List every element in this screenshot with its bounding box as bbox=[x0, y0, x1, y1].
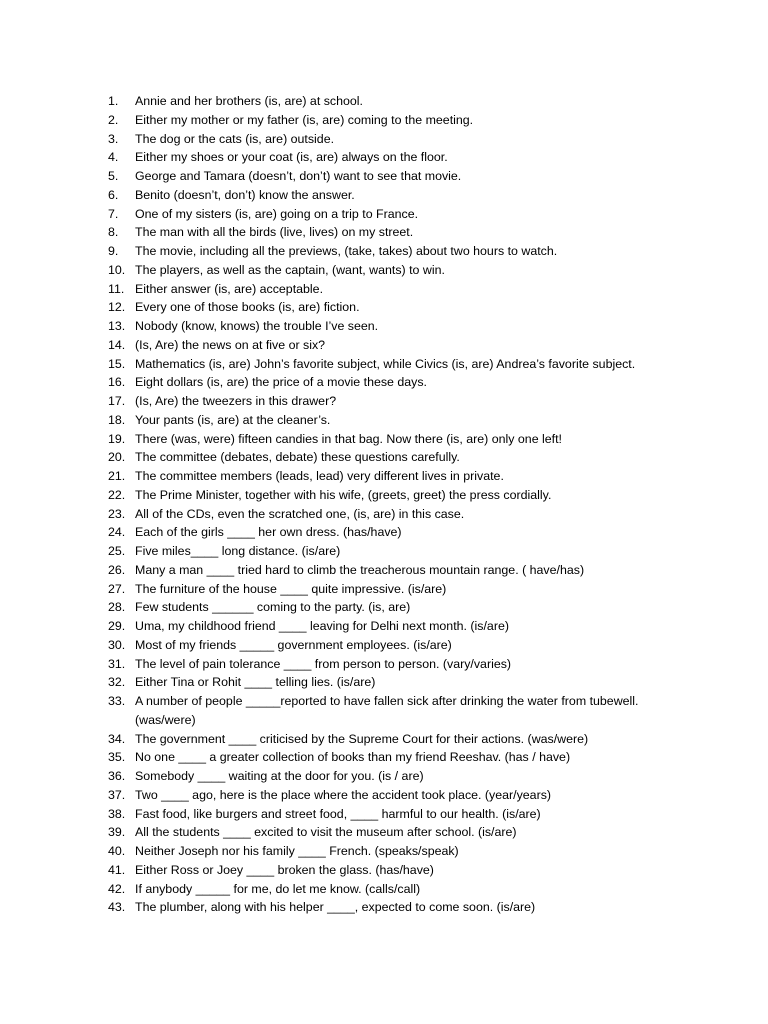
item-text: Most of my friends _____ government employees. (is/are) bbox=[135, 637, 452, 652]
item-text: Either my shoes or your coat (is, are) always on the floor. bbox=[135, 150, 448, 165]
item-number: 14. bbox=[108, 337, 126, 352]
list-item bbox=[108, 805, 668, 824]
item-text: If anybody _____ for me, do let me know. (calls/call) bbox=[135, 881, 421, 896]
list-item bbox=[108, 242, 668, 261]
item-number: 28. bbox=[108, 600, 126, 615]
item-number: 6. bbox=[108, 187, 119, 202]
list-item bbox=[108, 561, 668, 580]
item-text: The dog or the cats (is, are) outside. bbox=[135, 131, 335, 146]
item-text: The movie, including all the previews, (take, takes) about two hours to watch. bbox=[135, 244, 558, 258]
item-text: There (was, were) fifteen candies in that bag. Now there (is, are) only one left! bbox=[135, 431, 562, 446]
list-item bbox=[108, 598, 668, 617]
list-item bbox=[108, 655, 668, 674]
item-text: The furniture of the house ____ quite impressive. (is/are) bbox=[135, 581, 447, 596]
item-number: 7. bbox=[108, 206, 119, 221]
item-number: 39. bbox=[108, 825, 126, 840]
item-number: 33. bbox=[108, 694, 126, 708]
item-number: 13. bbox=[108, 319, 126, 333]
item-text: Either Ross or Joey ____ broken the glass. (has/have) bbox=[135, 862, 434, 877]
list-item bbox=[108, 467, 668, 486]
list-item bbox=[108, 767, 668, 786]
item-number: 29. bbox=[108, 619, 126, 633]
item-text: Few students ______ coming to the party. (is, are) bbox=[135, 600, 411, 615]
item-number: 22. bbox=[108, 487, 126, 502]
item-text: Either my mother or my father (is, are) coming to the meeting. bbox=[135, 112, 474, 127]
item-text: Neither Joseph nor his family ____ French. (speaks/speak) bbox=[135, 844, 459, 858]
item-text: (Is, Are) the news on at five or six? bbox=[135, 337, 326, 352]
list-item bbox=[108, 205, 668, 224]
list-item bbox=[108, 148, 668, 167]
list-item bbox=[108, 317, 668, 336]
list-item bbox=[108, 448, 668, 467]
item-text: The plumber, along with his helper ____, expected to come soon. (is/are) bbox=[135, 900, 536, 915]
list-item bbox=[108, 898, 668, 917]
item-text: Benito (doesn’t, don’t) know the answer. bbox=[135, 187, 355, 202]
list-item bbox=[108, 373, 668, 392]
item-text: Many a man ____ tried hard to climb the treacherous mountain range. ( have/has) bbox=[135, 562, 585, 577]
item-number: 1. bbox=[108, 94, 119, 108]
list-item bbox=[108, 186, 668, 205]
item-text: Each of the girls ____ her own dress. (has/have) bbox=[135, 525, 402, 540]
list-item bbox=[108, 336, 668, 355]
list-item bbox=[108, 523, 668, 542]
list-item bbox=[108, 280, 668, 299]
list-item bbox=[108, 580, 668, 599]
item-text: The committee (debates, debate) these questions carefully. bbox=[135, 450, 460, 465]
item-number: 5. bbox=[108, 169, 119, 183]
item-text: The man with all the birds (live, lives) on my street. bbox=[135, 225, 414, 240]
item-text: The government ____ criticised by the Supreme Court for their actions. (was/were) bbox=[135, 731, 589, 746]
item-text: Your pants (is, are) at the cleaner’s. bbox=[135, 412, 331, 427]
item-number: 43. bbox=[108, 900, 126, 915]
list-item bbox=[108, 298, 668, 317]
item-text: (Is, Are) the tweezers in this drawer? bbox=[135, 394, 337, 408]
item-number: 26. bbox=[108, 562, 126, 577]
item-text: Either answer (is, are) acceptable. bbox=[135, 281, 324, 296]
item-number: 8. bbox=[108, 225, 119, 240]
item-text: Every one of those books (is, are) fiction. bbox=[135, 300, 360, 315]
item-number: 23. bbox=[108, 506, 126, 521]
list-item bbox=[108, 505, 668, 524]
item-number: 34. bbox=[108, 731, 126, 746]
list-item bbox=[108, 355, 668, 374]
list-item bbox=[108, 392, 668, 411]
item-text: All the students ____ excited to visit the museum after school. (is/are) bbox=[135, 825, 517, 840]
item-number: 41. bbox=[108, 862, 126, 877]
item-number: 36. bbox=[108, 769, 126, 783]
item-text: The Prime Minister, together with his wife, (greets, greet) the press cordially. bbox=[135, 487, 552, 502]
item-text: Nobody (know, knows) the trouble I’ve seen. bbox=[135, 319, 379, 333]
list-item bbox=[108, 111, 668, 130]
item-text: Five miles____ long distance. (is/are) bbox=[135, 544, 341, 558]
list-item bbox=[108, 261, 668, 280]
item-number: 24. bbox=[108, 525, 126, 540]
item-number: 3. bbox=[108, 131, 119, 146]
item-number: 20. bbox=[108, 450, 126, 465]
item-text: All of the CDs, even the scratched one, (is, are) in this case. bbox=[135, 506, 465, 521]
item-number: 19. bbox=[108, 431, 126, 446]
item-text: Eight dollars (is, are) the price of a movie these days. bbox=[135, 375, 428, 390]
list-item bbox=[108, 748, 668, 767]
list-item bbox=[108, 542, 668, 561]
list-item bbox=[108, 880, 668, 899]
item-number: 9. bbox=[108, 244, 119, 258]
item-number: 2. bbox=[108, 112, 119, 127]
item-text: George and Tamara (doesn’t, don’t) want to see that movie. bbox=[135, 169, 462, 183]
item-number: 21. bbox=[108, 469, 126, 483]
list-item bbox=[108, 167, 668, 186]
item-text: One of my sisters (is, are) going on a trip to France. bbox=[135, 206, 419, 221]
item-number: 31. bbox=[108, 656, 126, 671]
item-text: Annie and her brothers (is, are) at school. bbox=[135, 94, 363, 108]
list-item bbox=[108, 673, 668, 692]
list-item bbox=[108, 617, 668, 636]
item-text: A number of people _____reported to have fallen sick after drinking the water from tubewell. (was/were) bbox=[135, 694, 639, 727]
item-number: 37. bbox=[108, 787, 126, 802]
item-text: Fast food, like burgers and street food, ____ harmful to our health. (is/are) bbox=[135, 806, 541, 821]
item-number: 10. bbox=[108, 262, 126, 277]
item-number: 17. bbox=[108, 394, 126, 408]
item-number: 12. bbox=[108, 300, 126, 315]
list-item bbox=[108, 486, 668, 505]
item-number: 11. bbox=[108, 281, 125, 296]
question-list bbox=[108, 92, 668, 917]
list-item bbox=[108, 842, 668, 861]
list-item bbox=[108, 130, 668, 149]
item-number: 32. bbox=[108, 675, 126, 690]
item-number: 38. bbox=[108, 806, 126, 821]
item-text: Either Tina or Rohit ____ telling lies. (is/are) bbox=[135, 675, 376, 690]
item-number: 18. bbox=[108, 412, 126, 427]
list-item bbox=[108, 730, 668, 749]
list-item bbox=[108, 823, 668, 842]
item-number: 42. bbox=[108, 881, 126, 896]
item-number: 30. bbox=[108, 637, 126, 652]
item-text: Two ____ ago, here is the place where the accident took place. (year/years) bbox=[135, 787, 552, 802]
item-text: Somebody ____ waiting at the door for you. (is / are) bbox=[135, 769, 424, 783]
item-text: The players, as well as the captain, (want, wants) to win. bbox=[135, 262, 445, 277]
item-text: The committee members (leads, lead) very different lives in private. bbox=[135, 469, 504, 483]
item-number: 25. bbox=[108, 544, 126, 558]
item-number: 27. bbox=[108, 581, 126, 596]
list-item bbox=[108, 861, 668, 880]
item-number: 16. bbox=[108, 375, 126, 390]
list-item bbox=[108, 430, 668, 449]
item-number: 35. bbox=[108, 750, 126, 765]
item-number: 15. bbox=[108, 356, 126, 371]
item-number: 40. bbox=[108, 844, 126, 858]
item-text: The level of pain tolerance ____ from person to person. (vary/varies) bbox=[135, 656, 512, 671]
list-item bbox=[108, 223, 668, 242]
list-item bbox=[108, 692, 668, 730]
item-text: Mathematics (is, are) John’s favorite subject, while Civics (is, are) Andrea’s favorite subject. bbox=[135, 356, 636, 371]
list-item bbox=[108, 636, 668, 655]
list-item bbox=[108, 411, 668, 430]
list-item bbox=[108, 786, 668, 805]
item-text: No one ____ a greater collection of books than my friend Reeshav. (has / have) bbox=[135, 750, 571, 765]
list-item bbox=[108, 92, 668, 111]
item-number: 4. bbox=[108, 150, 119, 165]
item-text: Uma, my childhood friend ____ leaving for Delhi next month. (is/are) bbox=[135, 619, 509, 633]
